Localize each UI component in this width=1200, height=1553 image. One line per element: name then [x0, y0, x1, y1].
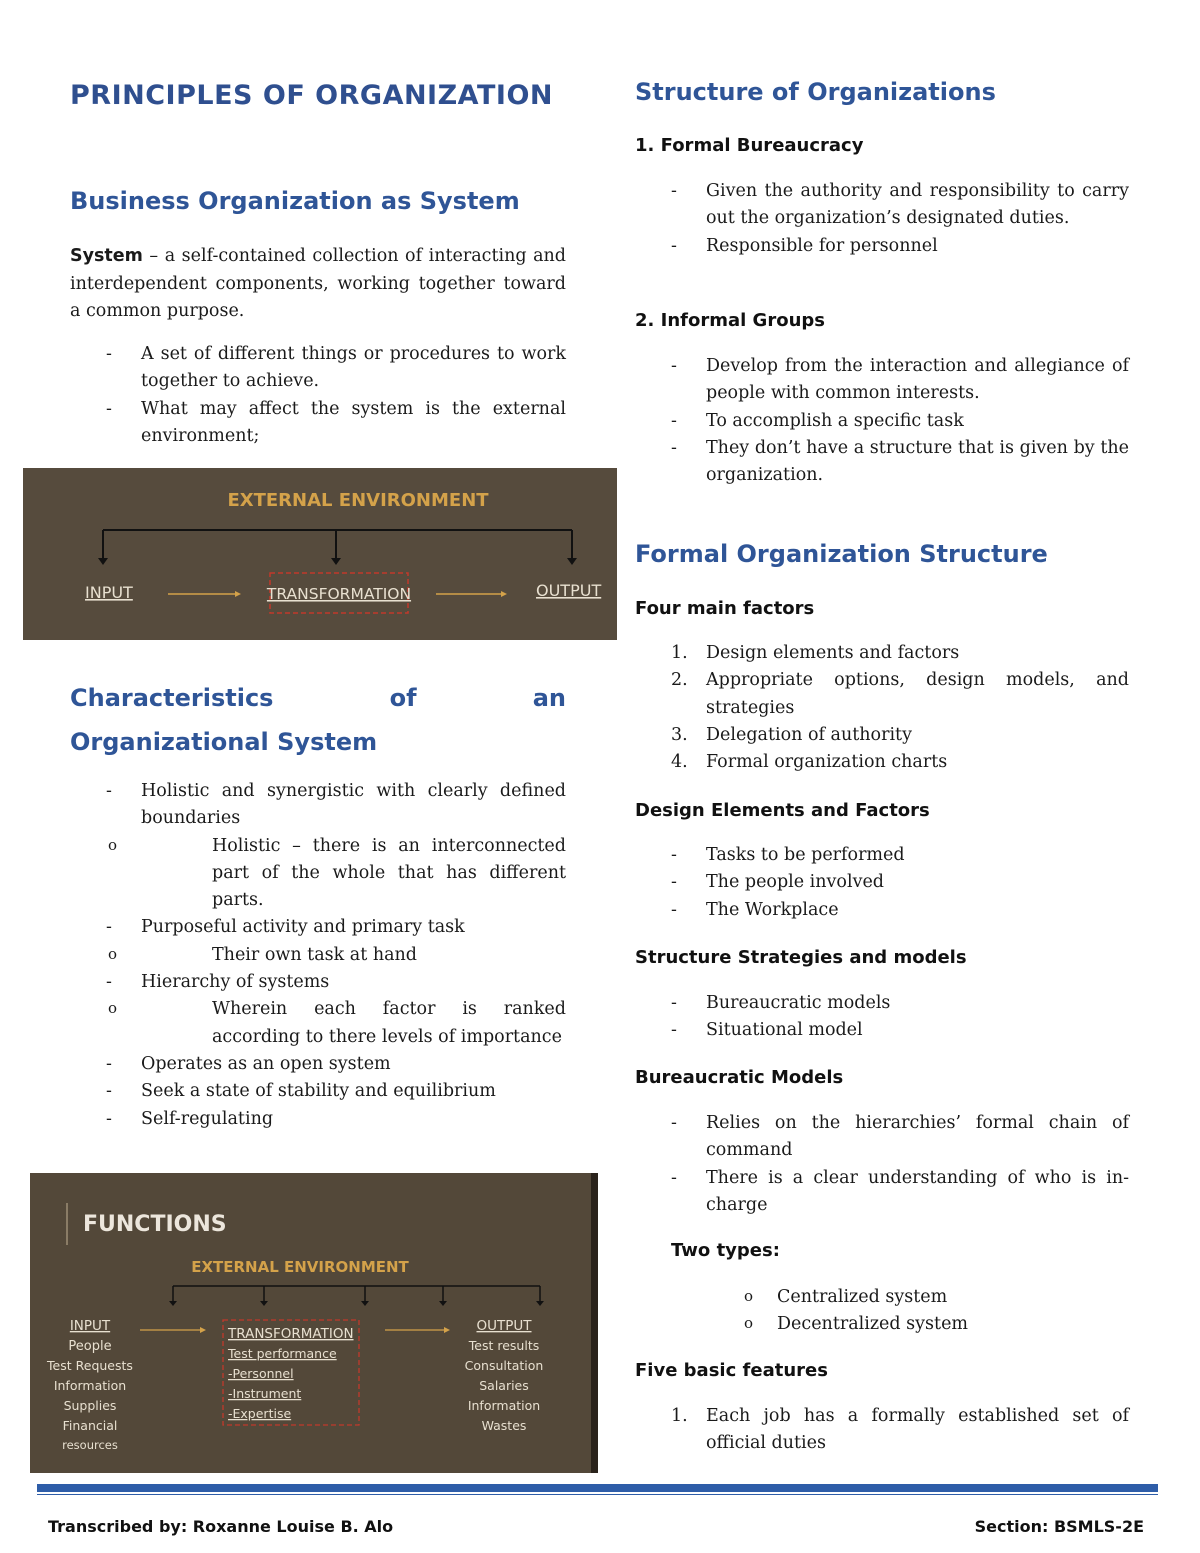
heading-formal-bureaucracy: 1. Formal Bureaucracy [635, 135, 864, 156]
list-number: 1. [671, 643, 688, 663]
functions-diagram [30, 1173, 598, 1473]
input-item: People [68, 1339, 112, 1354]
list-item: - The people involved [635, 869, 1129, 896]
list-item [635, 749, 1129, 776]
heading-characteristics-line2: Organizational System [70, 728, 378, 756]
heading-business-organization: Business Organization as System [70, 187, 520, 215]
functions-diagram-svg [30, 1173, 598, 1473]
footer-section: Section: BSMLS-2E [974, 1517, 1144, 1536]
five-features-list [635, 1403, 1129, 1458]
output-label: OUTPUT [536, 581, 602, 600]
heading-characteristics [70, 684, 566, 712]
system-diagram-svg [23, 468, 617, 640]
list-item: - Develop from the interaction and allegiance of people with common interests. [635, 353, 1129, 408]
input-item: Information [53, 1378, 127, 1393]
list-item-text: Each job has a formally established set of official duties [706, 1406, 1129, 1454]
formal-bureaucracy-bullets [635, 178, 1129, 260]
list-item-text: Formal organization charts [706, 752, 948, 773]
list-item: - A set of different things or procedures to work together to achieve. [70, 341, 566, 396]
system-diagram [23, 468, 617, 640]
list-item: - Relies on the hierarchies’ formal chain of command [635, 1110, 1129, 1165]
two-types-list [671, 1284, 1129, 1339]
heading-formal-organization-structure: Formal Organization Structure [635, 540, 1048, 568]
characteristics-list [70, 778, 566, 1133]
input-item: Supplies [63, 1398, 117, 1413]
heading-structure-strategies: Structure Strategies and models [635, 947, 967, 968]
footer-transcriber: Transcribed by: Roxanne Louise B. Alo [48, 1517, 394, 1536]
heading-bureaucratic-models: Bureaucratic Models [635, 1067, 844, 1088]
input-item: Test Requests [47, 1358, 133, 1373]
input-item: resources [62, 1438, 118, 1452]
list-item: - Responsible for personnel [635, 233, 1129, 260]
heading-structure-of-organizations: Structure of Organizations [635, 78, 996, 106]
sub-list-item: o Wherein each factor is ranked according to there levels of importance [70, 996, 566, 1051]
system-label: System [70, 246, 143, 266]
list-item: o Decentralized system [671, 1311, 1129, 1338]
list-item: - Tasks to be performed [635, 842, 1129, 869]
transformation-label: TRANSFORMATION [266, 585, 412, 603]
informal-groups-bullets [635, 353, 1129, 489]
input-item: Financial [62, 1418, 118, 1433]
list-item: - Bureaucratic models [635, 990, 1129, 1017]
list-item-text: Hierarchy of systems [141, 972, 330, 993]
list-item [635, 640, 1129, 667]
list-item: - What may affect the system is the external environment; [70, 396, 566, 451]
heading-five-basic-features: Five basic features [635, 1360, 828, 1381]
list-item-text: Appropriate options, design models, and strategies [706, 670, 1129, 718]
heading-four-main-factors: Four main factors [635, 598, 815, 619]
list-item [635, 722, 1129, 749]
list-item: - Self-regulating [70, 1106, 566, 1133]
word-of: of [389, 684, 417, 712]
list-item: - Situational model [635, 1017, 1129, 1044]
list-number: 2. [671, 670, 688, 691]
functions-title: FUNCTIONS [83, 1212, 227, 1237]
output-item: Wastes [481, 1418, 527, 1433]
list-item-text: Purposeful activity and primary task [141, 917, 465, 938]
list-item-text: Delegation of authority [706, 724, 912, 745]
functions-transformation-title: TRANSFORMATION [228, 1326, 354, 1342]
functions-external-label: EXTERNAL ENVIRONMENT [191, 1258, 409, 1276]
system-bullets [70, 341, 566, 450]
output-item: Test results [468, 1338, 540, 1353]
external-environment-label: EXTERNAL ENVIRONMENT [227, 490, 489, 511]
list-item: - Seek a state of stability and equilibrium [70, 1078, 566, 1105]
sub-list [70, 833, 566, 915]
list-item [635, 667, 1129, 722]
page-title: PRINCIPLES OF ORGANIZATION [70, 80, 553, 111]
list-number: 3. [671, 724, 688, 745]
transformation-item: -Expertise [228, 1406, 292, 1421]
heading-informal-groups: 2. Informal Groups [635, 310, 825, 331]
system-definition [70, 243, 566, 326]
sub-list-item: o Holistic – there is an interconnected part of the whole that has different parts. [70, 833, 566, 915]
word-characteristics: Characteristics [70, 684, 274, 712]
transformation-item: -Personnel [228, 1366, 294, 1381]
word-an: an [532, 684, 566, 712]
list-item [70, 778, 566, 914]
list-item: - Given the authority and responsibility to carry out the organization’s designated duties. [635, 178, 1129, 233]
list-item [635, 1403, 1129, 1458]
bureaucratic-models-bullets [635, 1110, 1129, 1219]
footer-rule [37, 1484, 1158, 1492]
list-item: - To accomplish a specific task [635, 408, 1129, 435]
list-item-text: Holistic and synergistic with clearly defined boundaries [141, 781, 566, 829]
four-factors-list [635, 640, 1129, 776]
design-elements-bullets [635, 842, 1129, 924]
list-item [70, 969, 566, 1051]
list-item: - They don’t have a structure that is given by the organization. [635, 435, 1129, 490]
sub-list-item: o Their own task at hand [70, 942, 566, 969]
transformation-item: Test performance [228, 1346, 337, 1361]
transformation-item: -Instrument [228, 1386, 302, 1401]
output-item: Salaries [479, 1378, 529, 1393]
list-item: - There is a clear understanding of who is in-charge [635, 1165, 1129, 1220]
functions-output-title: OUTPUT [476, 1318, 532, 1334]
list-item: o Centralized system [671, 1284, 1129, 1311]
list-item-text: Design elements and factors [706, 643, 960, 663]
footer-rule-thin [37, 1494, 1158, 1495]
sub-list [70, 996, 566, 1051]
structure-strategies-bullets [635, 990, 1129, 1045]
sub-list [70, 942, 566, 969]
heading-two-types: Two types: [671, 1240, 780, 1261]
heading-characteristics-line1 [70, 684, 566, 712]
list-item: - Operates as an open system [70, 1051, 566, 1078]
output-item: Information [467, 1398, 541, 1413]
list-item [70, 914, 566, 969]
list-item: - The Workplace [635, 897, 1129, 924]
functions-input-title: INPUT [69, 1318, 111, 1334]
system-definition-text: – a self-contained collection of interacting and interdependent components, working together toward a common purpose. [70, 246, 566, 321]
heading-design-elements: Design Elements and Factors [635, 800, 930, 821]
input-label: INPUT [85, 583, 133, 602]
list-number: 4. [671, 752, 688, 773]
list-number: 1. [671, 1406, 688, 1426]
output-item: Consultation [464, 1358, 544, 1373]
